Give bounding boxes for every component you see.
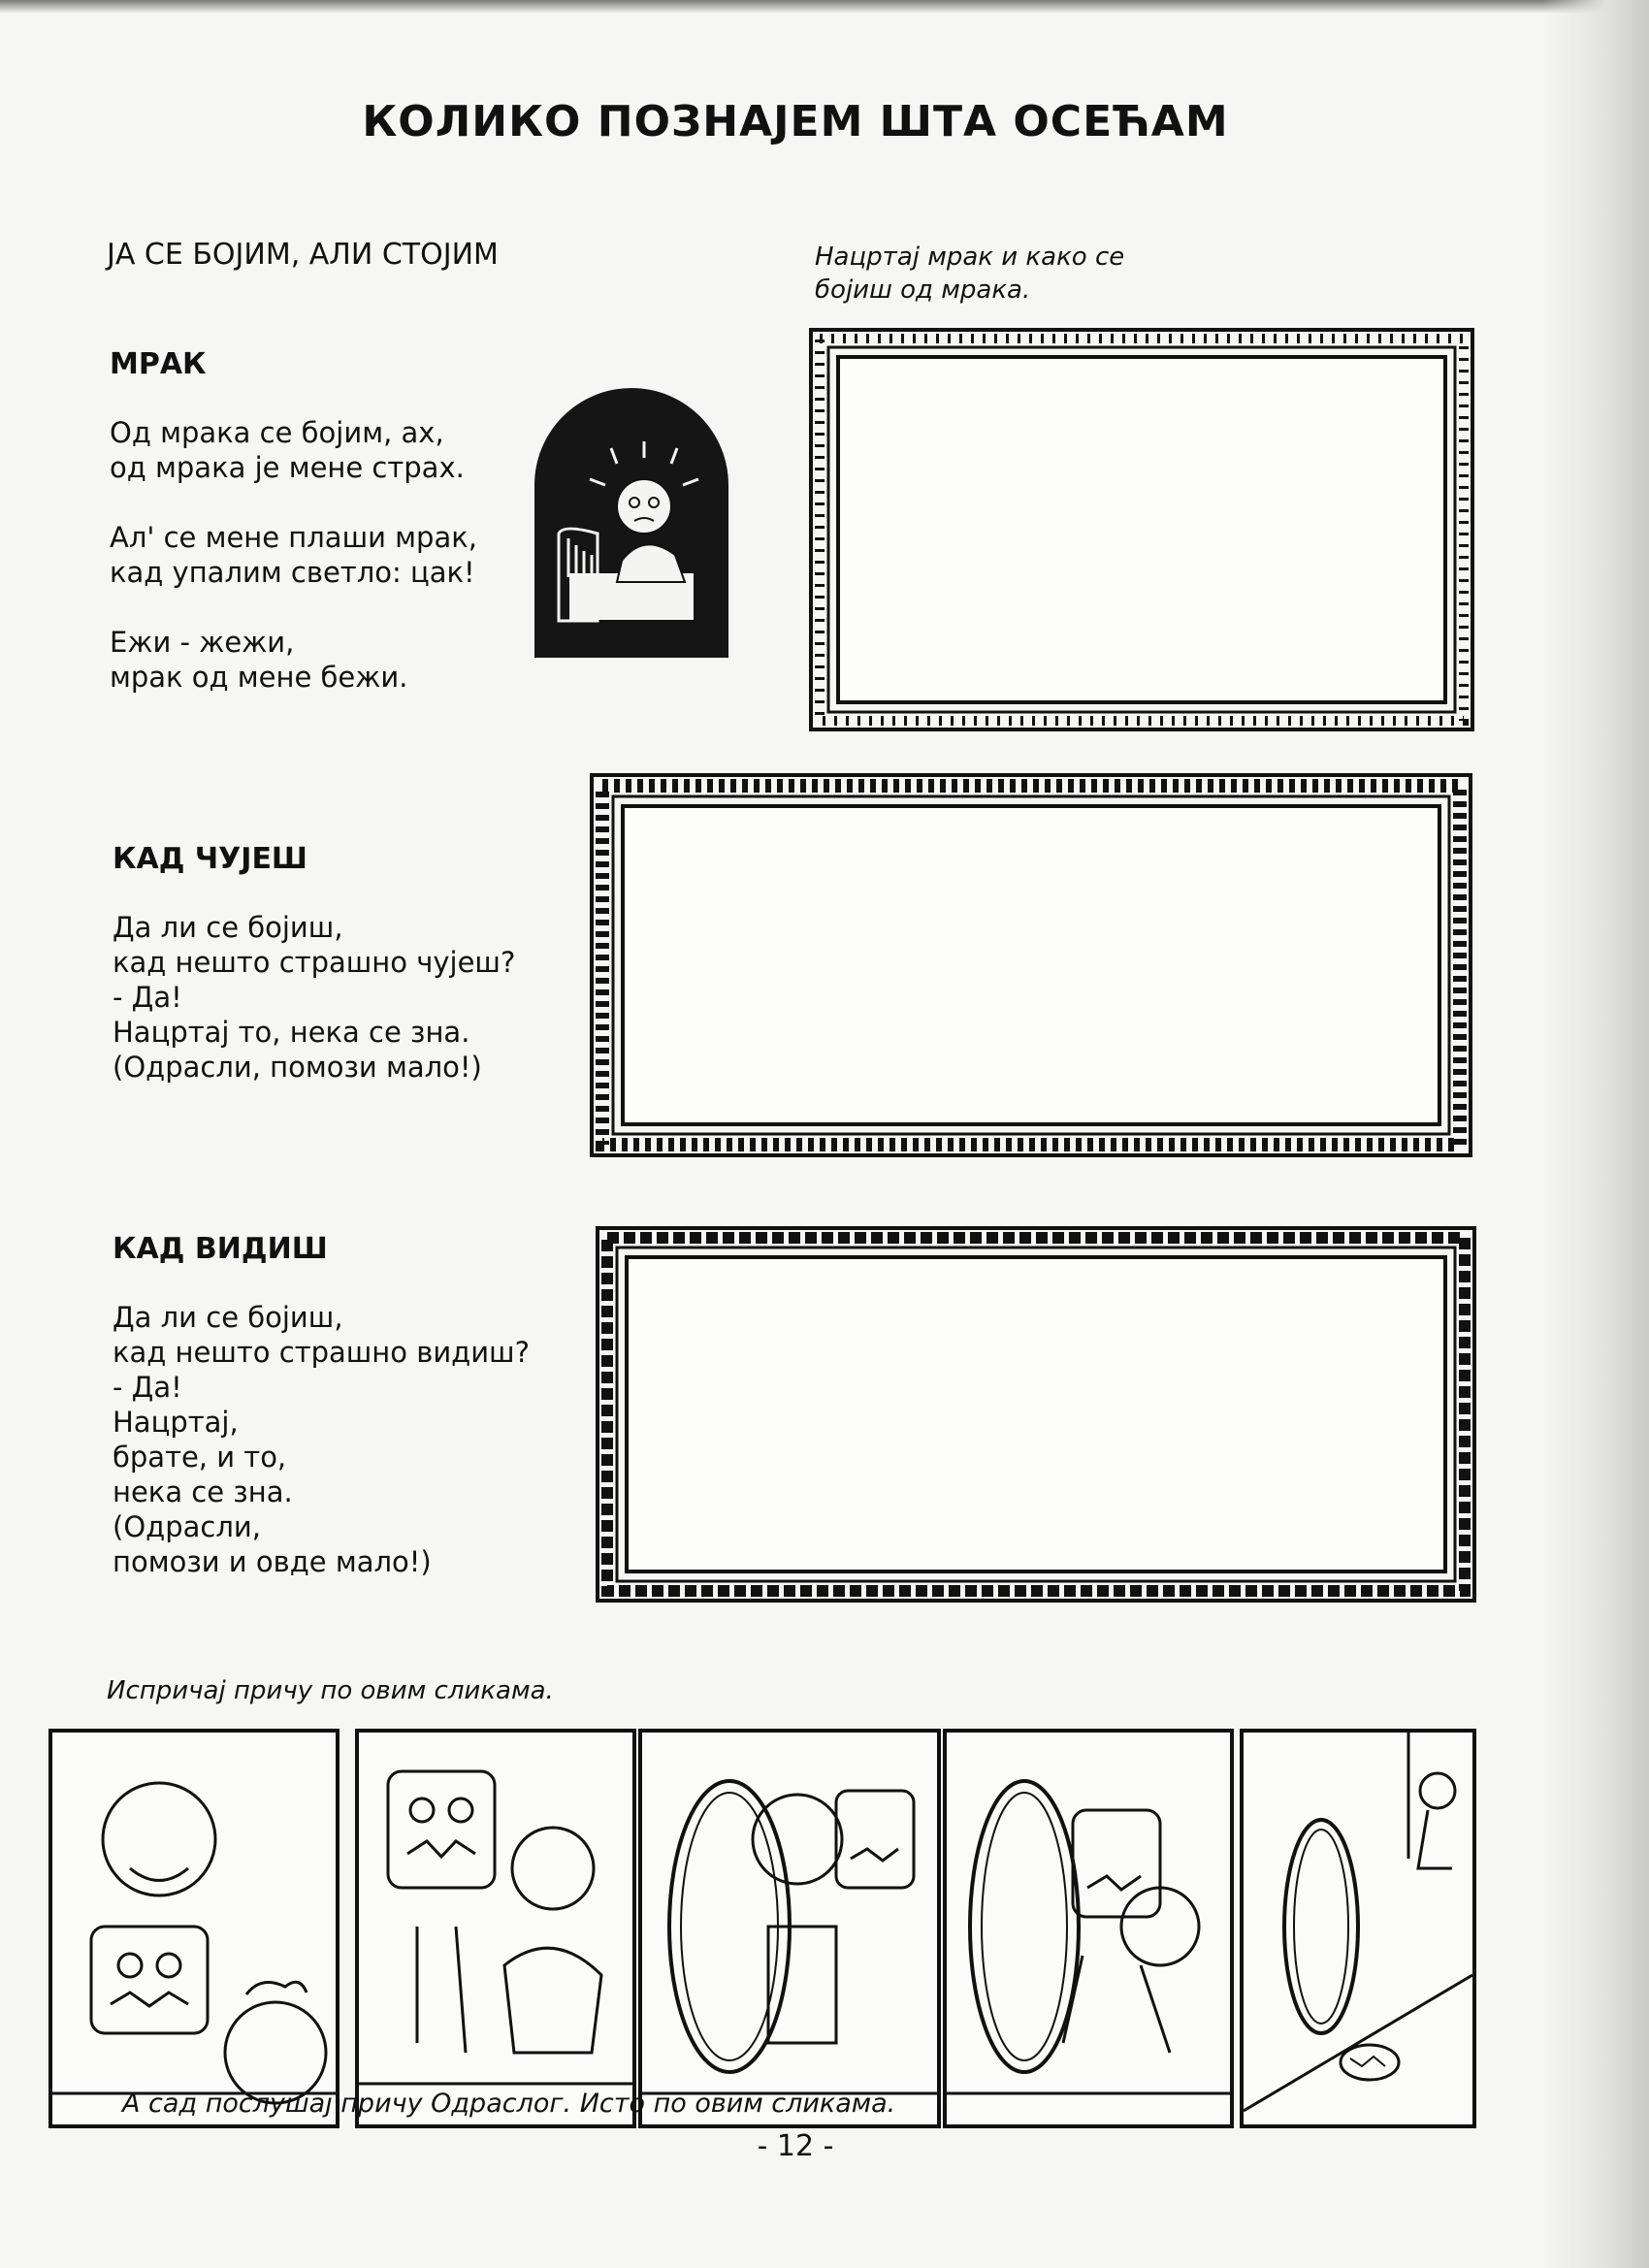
drawing-box-see[interactable] <box>594 1224 1478 1604</box>
comic-panel-1-drawing <box>52 1733 336 2124</box>
comic-panel-2-drawing <box>359 1733 632 2124</box>
comic-top-instruction: Испричај причу по овим сликама. <box>107 1676 554 1705</box>
draw-instruction-line: бојиш од мрака. <box>815 275 1031 305</box>
section-heading-see: КАД ВИДИШ <box>113 1232 328 1266</box>
comic-panel-3-drawing <box>642 1733 937 2124</box>
comic-panel-4-drawing <box>947 1733 1230 2124</box>
drawing-box-hear[interactable] <box>588 771 1474 1159</box>
comic-panel-1 <box>48 1729 340 2128</box>
comic-panel-5 <box>1240 1729 1476 2128</box>
comic-panel-5-drawing <box>1244 1733 1472 2124</box>
scan-edge <box>0 0 1649 14</box>
boy-in-dark-illustration <box>530 388 733 662</box>
section-heading-dark: МРАК <box>110 347 207 381</box>
comic-panel-2 <box>355 1729 636 2128</box>
comic-panel-3 <box>638 1729 941 2128</box>
section-heading-hear: КАД ЧУЈЕШ <box>113 842 307 876</box>
draw-instruction-line: Нацртај мрак и како се <box>815 243 1125 272</box>
section-verse-hear: Да ли се бојиш, кад нешто страшно чујеш? - Да! Нацртај то, нека се зна. (Одрасли, помози мало!) <box>113 911 516 1084</box>
comic-panel-4 <box>943 1729 1234 2128</box>
page-number: - 12 - <box>757 2129 834 2163</box>
section-verse-dark: Од мрака се бојим, ах, од мрака је мене страх. Ал' се мене плаши мрак, кад упалим светло: цак! Ежи - жежи, мрак од мене бежи. <box>110 416 477 694</box>
comic-bottom-instruction: А сад послушај причу Одраслог. Исто по овим сликама. <box>122 2089 896 2119</box>
scan-shadow <box>1542 0 1649 2268</box>
page-title: КОЛИКО ПОЗНАЈЕМ ШТА ОСЕЋАМ <box>362 97 1229 146</box>
subtitle: ЈА СЕ БОЈИМ, АЛИ СТОЈИМ <box>107 238 499 272</box>
draw-instruction <box>815 241 1124 307</box>
drawing-box-dark[interactable] <box>807 326 1476 733</box>
section-verse-see: Да ли се бојиш, кад нешто страшно видиш? - Да! Нацртај, брате, и то, нека се зна. (Одрасли, помози и овде мало!) <box>113 1301 530 1578</box>
